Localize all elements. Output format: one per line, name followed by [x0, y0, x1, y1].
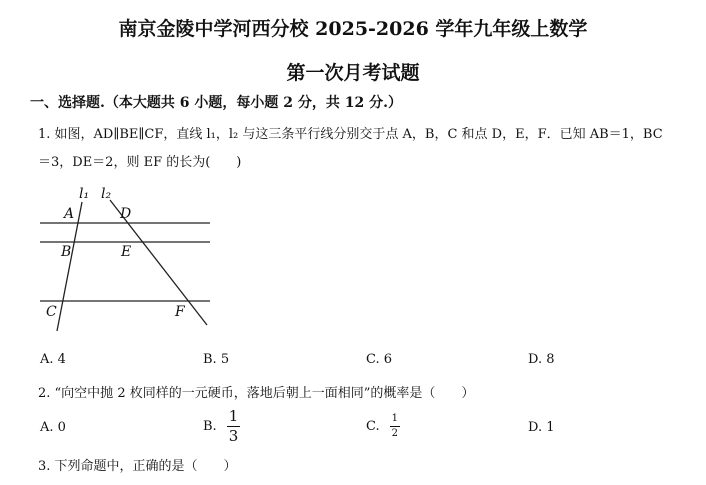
question-1-line-1: 1. 如图，AD∥BE∥CF，直线 l₁，l₂ 与这三条平行线分别交于点 A，B，C 和点 D，E，F．已知 AB＝1，BC — [38, 127, 663, 142]
label-b: B — [61, 244, 72, 260]
label-d: D — [120, 206, 132, 222]
exam-title: 南京金陵中学河西分校 2025-2026 学年九年级上数学 — [118, 18, 588, 40]
q2-option-d: D. 1 — [528, 420, 555, 435]
question-1-line-2: ＝3，DE＝2，则 EF 的长为( ) — [38, 155, 242, 170]
label-f: F — [175, 304, 185, 320]
fraction-one-third — [227, 406, 241, 445]
label-e: E — [121, 244, 132, 260]
label-l2: l₂ — [101, 186, 112, 202]
label-a: A — [64, 206, 75, 222]
q1-option-a: A. 4 — [40, 352, 66, 367]
q2-option-c-letter: C. — [366, 418, 380, 434]
q2-option-a: A. 0 — [40, 420, 66, 435]
label-c: C — [46, 304, 57, 320]
fraction-numerator: 1 — [228, 406, 239, 425]
exam-subtitle: 第一次月考试题 — [286, 62, 420, 84]
question-2-stem: 2. “向空中抛 2 枚同样的一元硬币，落地后朝上一面相同”的概率是（ ） — [38, 386, 475, 401]
q1-option-c: C. 6 — [366, 352, 393, 367]
section-heading: 一、选择题.（本大题共 6 小题，每小题 2 分，共 12 分.） — [30, 95, 402, 111]
q2-option-c — [366, 412, 400, 440]
question-3-stem: 3. 下列命题中，正确的是（ ） — [38, 459, 237, 474]
fraction-numerator: 1 — [390, 414, 400, 427]
q2-option-b-letter: B. — [203, 418, 217, 434]
label-l1: l₁ — [79, 186, 90, 202]
q1-option-d: D. 8 — [528, 352, 555, 367]
fraction-denominator: 3 — [228, 426, 239, 445]
q2-option-b — [203, 406, 240, 446]
q1-option-b: B. 5 — [203, 352, 230, 367]
fraction-denominator: 2 — [391, 427, 398, 439]
fraction-one-half — [390, 414, 400, 439]
